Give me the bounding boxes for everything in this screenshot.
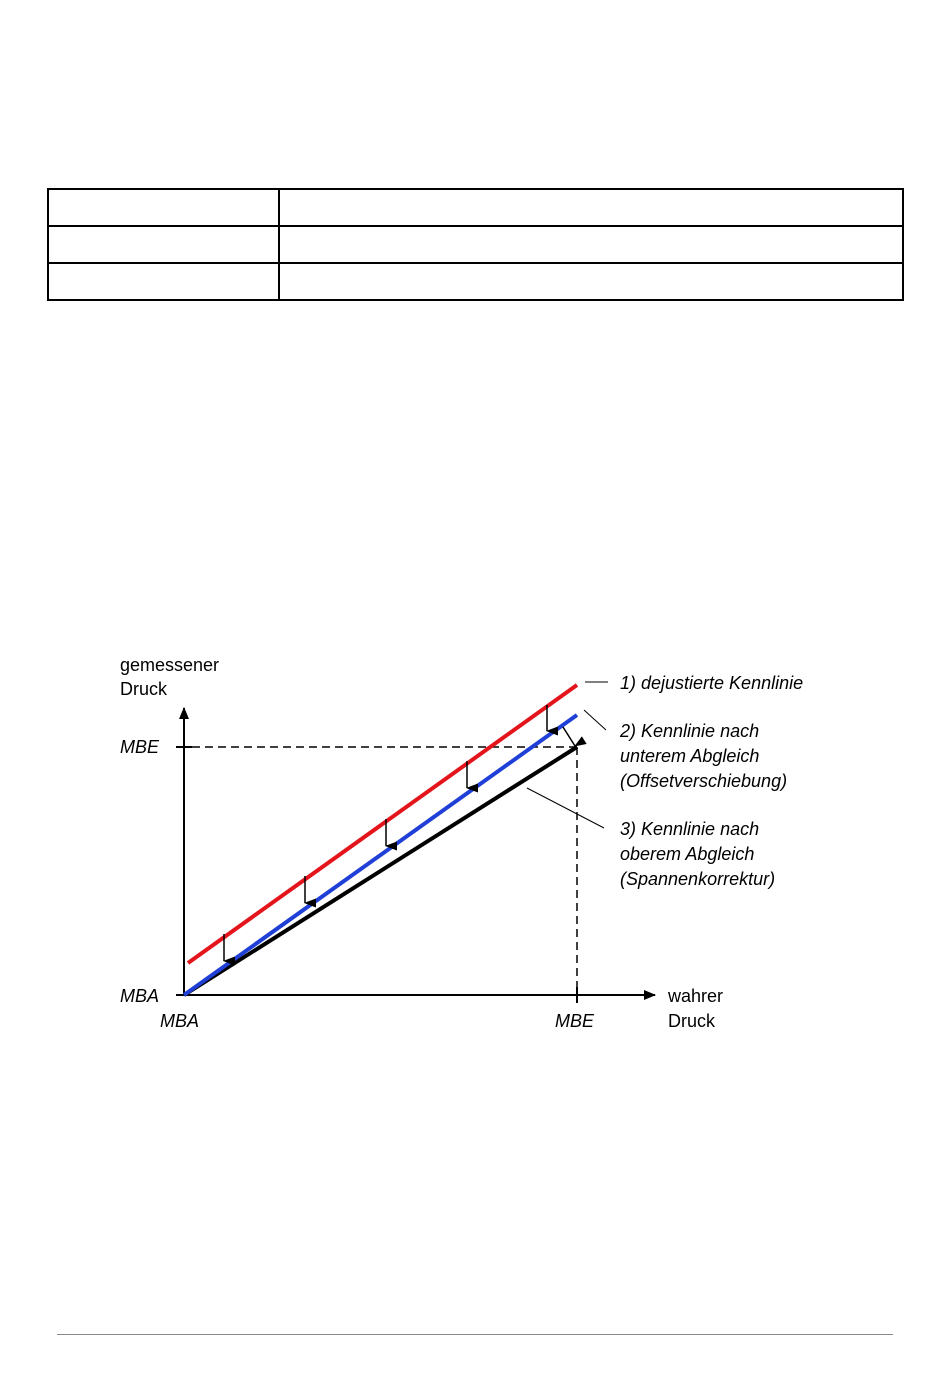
legend-1-line1: 1) dejustierte Kennlinie (620, 673, 804, 693)
footer-divider (57, 1334, 893, 1335)
y-axis-label-line1: gemessener (120, 655, 220, 675)
legend-3-line2: oberem Abgleich (620, 844, 755, 864)
y-tick-label-mba: MBA (120, 986, 160, 1006)
x-axis-label-line2: Druck (668, 1011, 716, 1031)
x-axis-label-line1: wahrer (668, 986, 724, 1006)
x-tick-label-mbe: MBE (555, 1011, 595, 1031)
span-arrow (563, 727, 575, 746)
y-axis-label-line2: Druck (120, 679, 168, 699)
curve-red-misadjusted (188, 685, 577, 963)
legend-3-line1: 3) Kennlinie nach (620, 819, 760, 839)
legend-2-line2: unterem Abgleich (620, 746, 760, 766)
legend-2-line1: 2) Kennlinie nach (620, 721, 760, 741)
curve-blue-offset (184, 715, 577, 995)
legend-3-line3: (Spannenkorrektur) (620, 869, 776, 889)
leader-line-2 (584, 710, 606, 730)
y-tick-label-mbe: MBE (120, 737, 160, 757)
x-tick-label-mba: MBA (160, 1011, 200, 1031)
curve-black-corrected (184, 747, 577, 995)
legend-2-line3: (Offsetverschiebung) (620, 771, 788, 791)
leader-line-3 (527, 788, 604, 828)
